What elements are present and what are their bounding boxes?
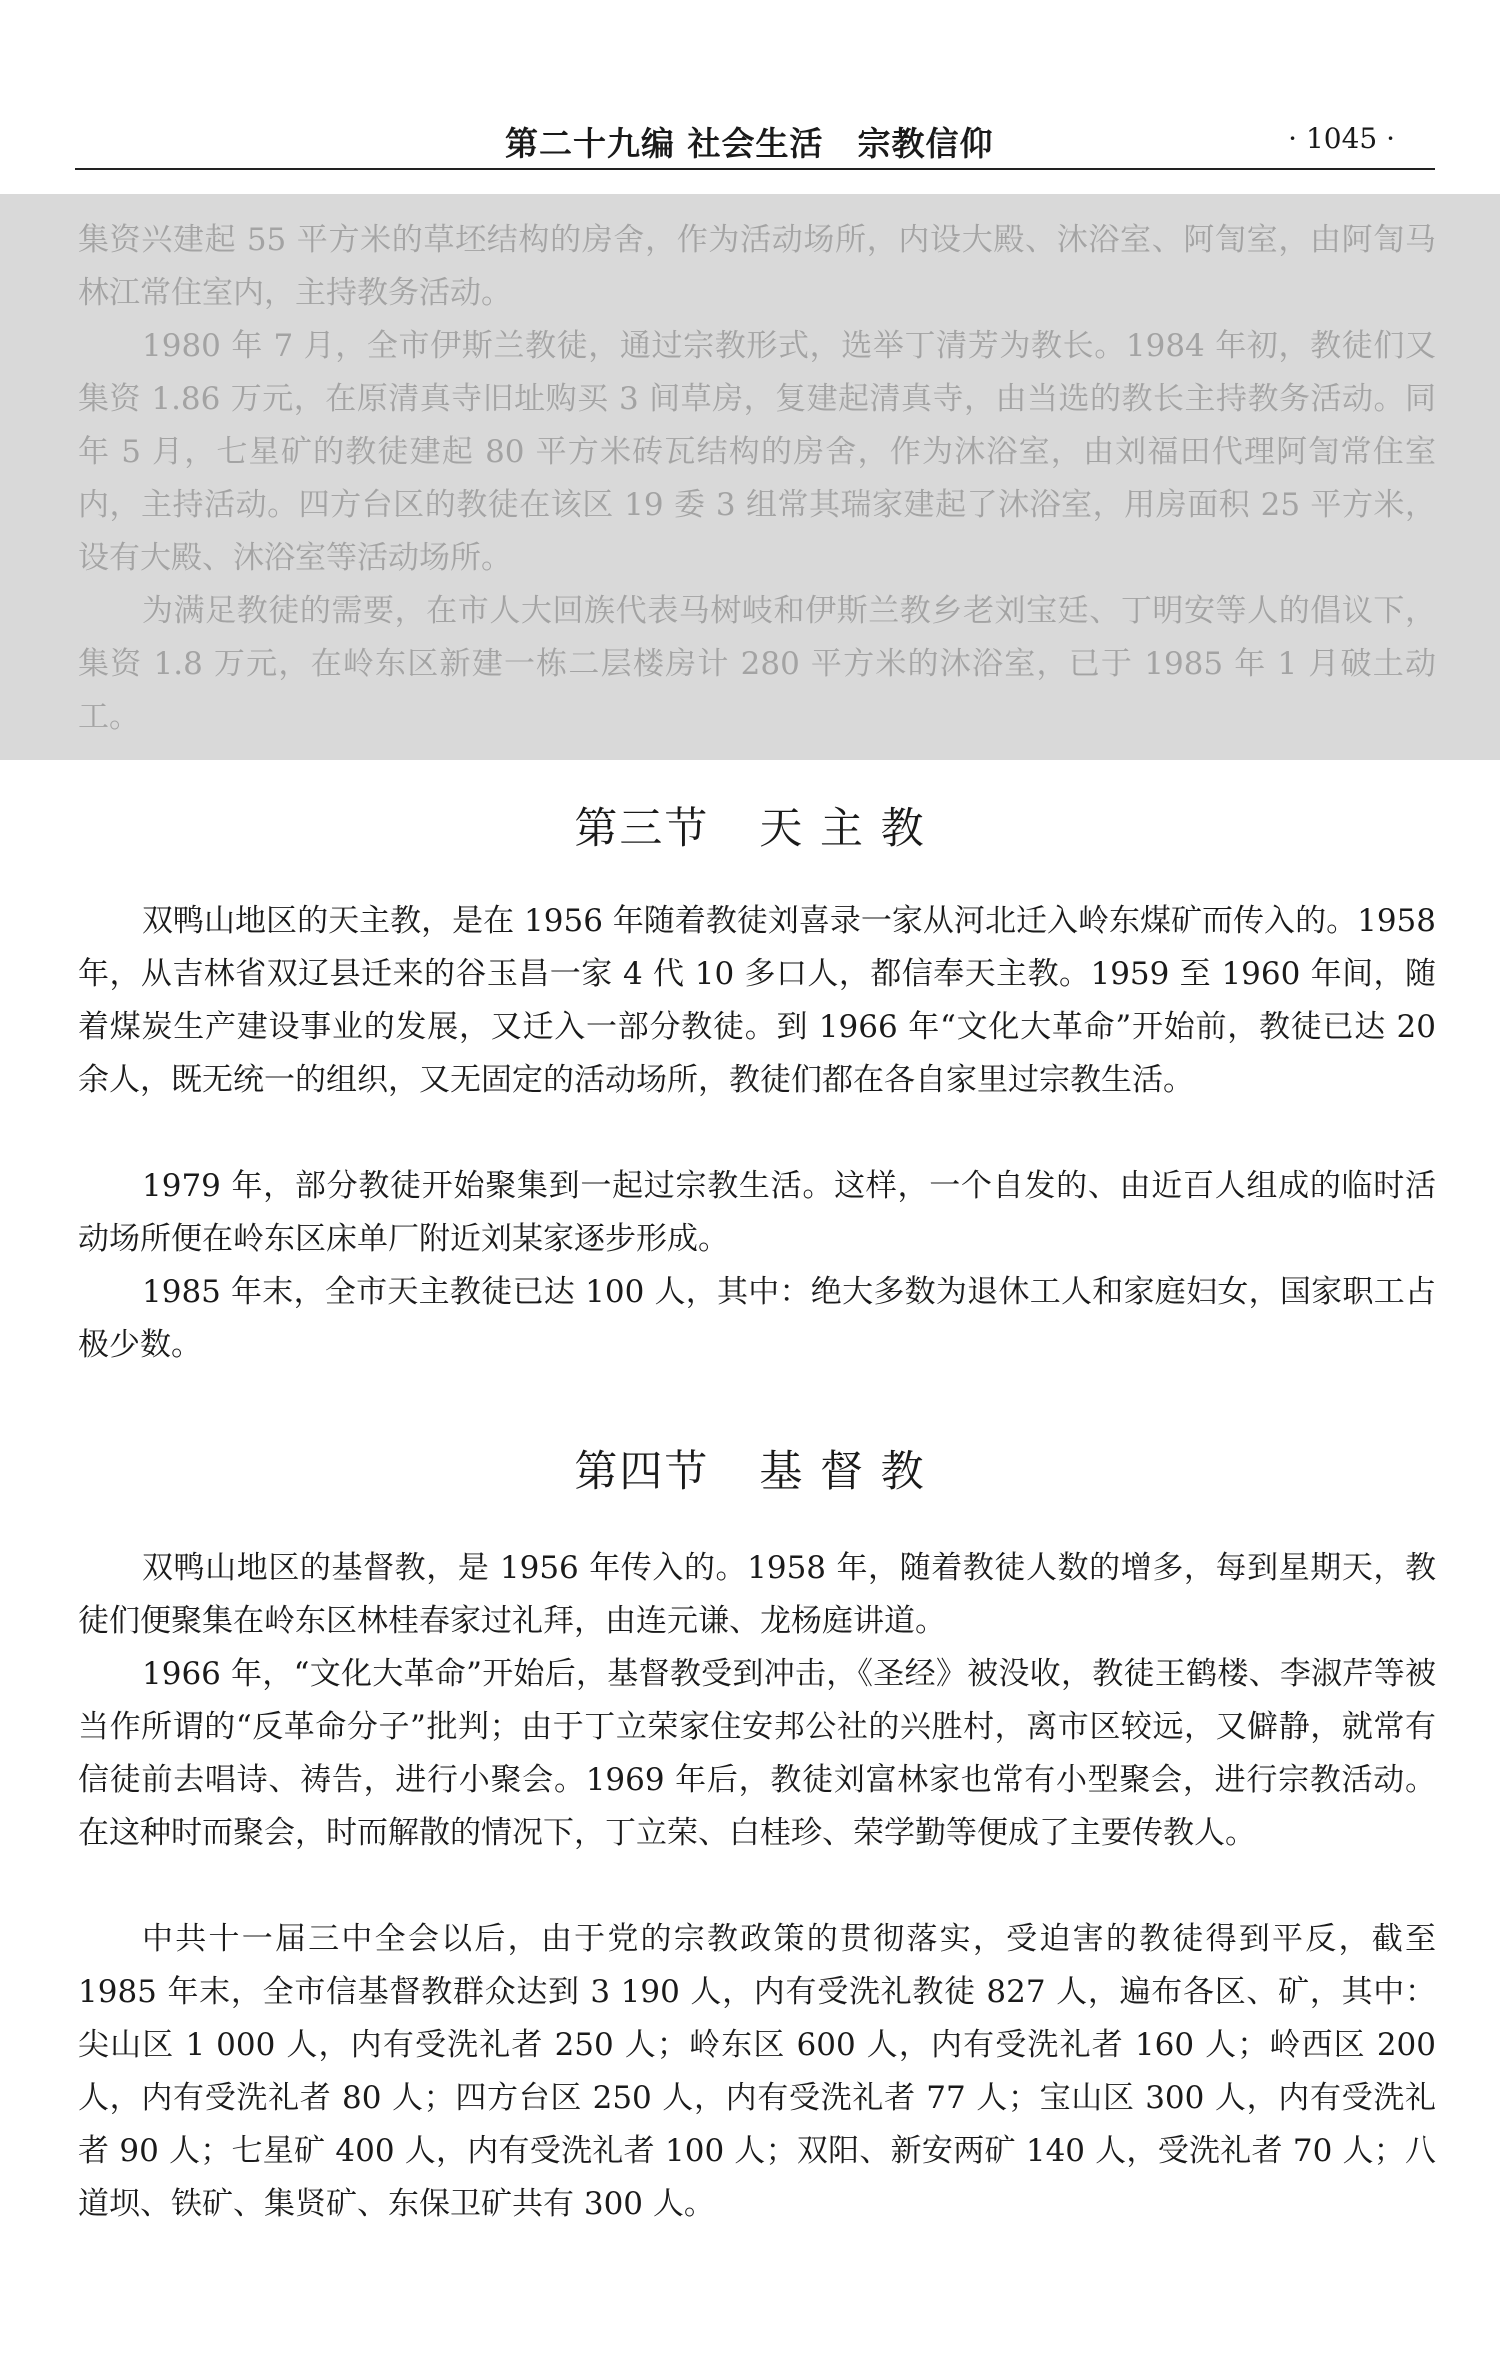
section-4-title: 基 督 教 (759, 1447, 926, 1497)
page-number: · 1045 · (1288, 122, 1395, 155)
section-3-paragraph-2: 1979 年，部分教徒开始聚集到一起过宗教生活。这样，一个自发的、由近百人组成的临时活动场所便在岭东区床单厂附近刘某家逐步形成。 (78, 1168, 1436, 1257)
section-4-paragraph-2: 1966 年，“文化大革命”开始后，基督教受到冲击，《圣经》被没收，教徒王鹤楼、李淑芹等被当作所谓的“反革命分子”批判；由于丁立荣家住安邦公社的兴胜村，离市区较远，又僻静，就常有信徒前去唱诗、祷告，进行小聚会。1969 年后，教徒刘富林家也常有小型聚会，进行宗教活动。在这种时而聚会，时而解散的情况下，丁立荣、白桂珍、荣学勤等便成了主要传教人。 (78, 1656, 1436, 1851)
running-header (75, 112, 1435, 170)
shaded-paragraph-2: 1980 年 7 月，全市伊斯兰教徒，通过宗教形式，选举丁清芳为教长。1984 年初，教徒们又集资 1.86 万元，在原清真寺旧址购买 3 间草房，复建起清真寺，由当选的教长主持教务活动。同年 5 月，七星矿的教徒建起 80 平方米砖瓦结构的房舍，作为沐浴室，由刘福田代理阿訇常住室内，主持活动。四方台区的教徒在该区 19 委 3 组常其瑞家建起了沐浴室，用房面积 25 平方米，设有大殿、沐浴室等活动场所。 (78, 328, 1436, 576)
section-3-number: 第三节 (574, 804, 710, 854)
section-4-paragraph-1: 双鸭山地区的基督教，是 1956 年传入的。1958 年，随着教徒人数的增多，每到星期天，教徒们便聚集在岭东区林桂春家过礼拜，由连元谦、龙杨庭讲道。 (78, 1550, 1436, 1639)
shaded-paragraph-3: 为满足教徒的需要，在市人大回族代表马树岐和伊斯兰教乡老刘宝廷、丁明安等人的倡议下，集资 1.8 万元，在岭东区新建一栋二层楼房计 280 平方米的沐浴室，已于 1985 年 1 月破土动工。 (78, 593, 1436, 735)
section-3-paragraph-1: 双鸭山地区的天主教，是在 1956 年随着教徒刘喜录一家从河北迁入岭东煤矿而传入的。1958 年，从吉林省双辽县迁来的谷玉昌一家 4 代 10 多口人，都信奉天主教。1959 至 1960 年间，随着煤炭生产建设事业的发展，又迁入一部分教徒。到 1966 年“文化大革命”开始前，教徒已达 20 余人，既无统一的组织，又无固定的活动场所，教徒们都在各自家里过宗教生活。 (78, 903, 1436, 1098)
section-4-heading (0, 1438, 1500, 1499)
section-3-paragraph-3: 1985 年末，全市天主教徒已达 100 人，其中：绝大多数为退休工人和家庭妇女，国家职工占极少数。 (78, 1274, 1436, 1363)
shaded-continuation-block (0, 194, 1500, 760)
section-4-paragraph-3: 中共十一届三中全会以后，由于党的宗教政策的贯彻落实，受迫害的教徒得到平反，截至 1985 年末，全市信基督教群众达到 3 190 人，内有受洗礼教徒 827 人，遍布各区、矿，其中：尖山区 1 000 人，内有受洗礼者 250 人；岭东区 600 人，内有受洗礼者 160 人；岭西区 200 人，内有受洗礼者 80 人；四方台区 250 人，内有受洗礼者 77 人；宝山区 300 人，内有受洗礼者 90 人；七星矿 400 人，内有受洗礼者 100 人；双阳、新安两矿 140 人，受洗礼者 70 人；八道坝、铁矿、集贤矿、东保卫矿共有 300 人。 (78, 1921, 1436, 2222)
section-3-title: 天 主 教 (759, 804, 926, 854)
shaded-paragraph-1: 集资兴建起 55 平方米的草坯结构的房舍，作为活动场所，内设大殿、沐浴室、阿訇室，由阿訇马林江常住室内，主持教务活动。 (78, 222, 1436, 311)
section-4-number: 第四节 (574, 1447, 710, 1497)
section-3-heading (0, 795, 1500, 856)
header-title: 第二十九编 社会生活 宗教信仰 (505, 124, 994, 163)
